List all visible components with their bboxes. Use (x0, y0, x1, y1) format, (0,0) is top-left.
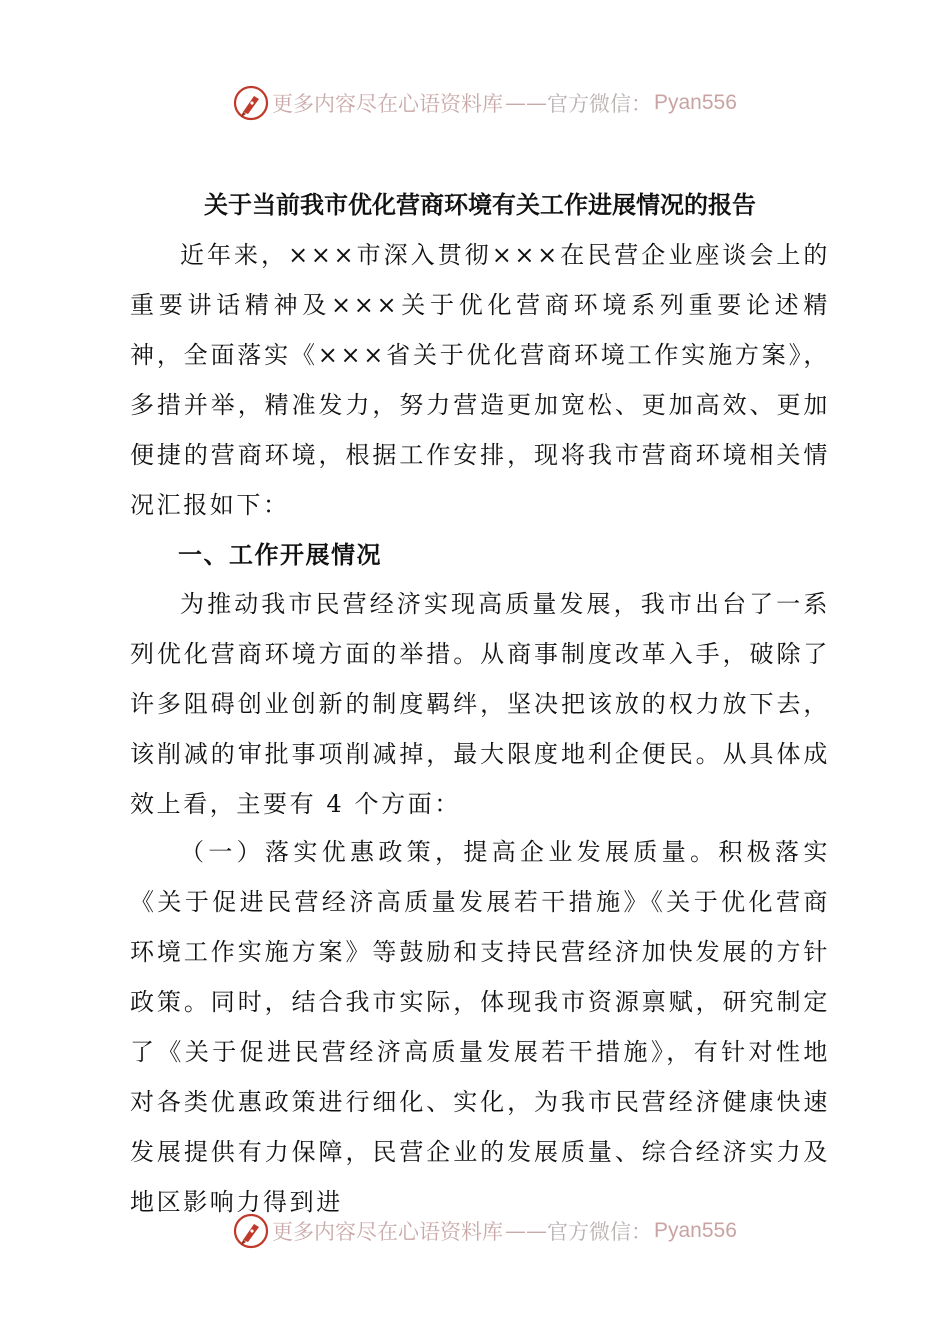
section-heading: 一、工作开展情况 (178, 540, 382, 569)
watermark-wechat-label: 官方微信： (547, 92, 652, 116)
watermark-separator: —— (505, 1219, 547, 1243)
watermark-text: 更多内容尽在心语资料库 (272, 1220, 503, 1244)
intro-paragraph: 近年来，×××市深入贯彻×××在民营企业座谈会上的重要讲话精神及×××关于优化营商环境系列重要论述精神，全面落实《×××省关于优化营商环境工作实施方案》，多措并举，精准发力，努力营造更加宽松、更加高效、更加便捷的营商环境，根据工作安排，现将我市营商环境相关情况汇报如下： (130, 241, 830, 519)
watermark-text: 更多内容尽在心语资料库 (272, 92, 503, 116)
watermark-separator: —— (505, 91, 547, 115)
subsection-paragraph: （一）落实优惠政策，提高企业发展质量。积极落实《关于促进民营经济高质量发展若干措施》《关于优化营商环境工作实施方案》等鼓励和支持民营经济加快发展的方针政策。同时，结合我市实际，体现我市资源禀赋，研究制定了《关于促进民营经济高质量发展若干措施》，有针对性地对各类优惠政策进行细化、实化，为我市民营经济健康快速发展提供有力保障，民营企业的发展质量、综合经济实力及地区影响力得到进 (130, 838, 830, 1216)
watermark-wechat-id: Pyan556 (654, 91, 737, 114)
watermark-footer (232, 1211, 752, 1251)
pen-nib-icon (232, 84, 270, 122)
watermark-header (232, 83, 752, 123)
watermark-wechat-id: Pyan556 (654, 1219, 737, 1242)
document-title: 关于当前我市优化营商环境有关工作进展情况的报告 (204, 190, 756, 219)
section-paragraph: 为推动我市民营经济实现高质量发展，我市出台了一系列优化营商环境方面的举措。从商事制度改革入手，破除了许多阻碍创业创新的制度羁绊，坚决把该放的权力放下去，该削减的审批事项削减掉，最大限度地利企便民。从具体成效上看，主要有 4 个方面： (130, 590, 830, 818)
watermark-wechat-label: 官方微信： (547, 1220, 652, 1244)
pen-nib-icon (232, 1212, 270, 1250)
